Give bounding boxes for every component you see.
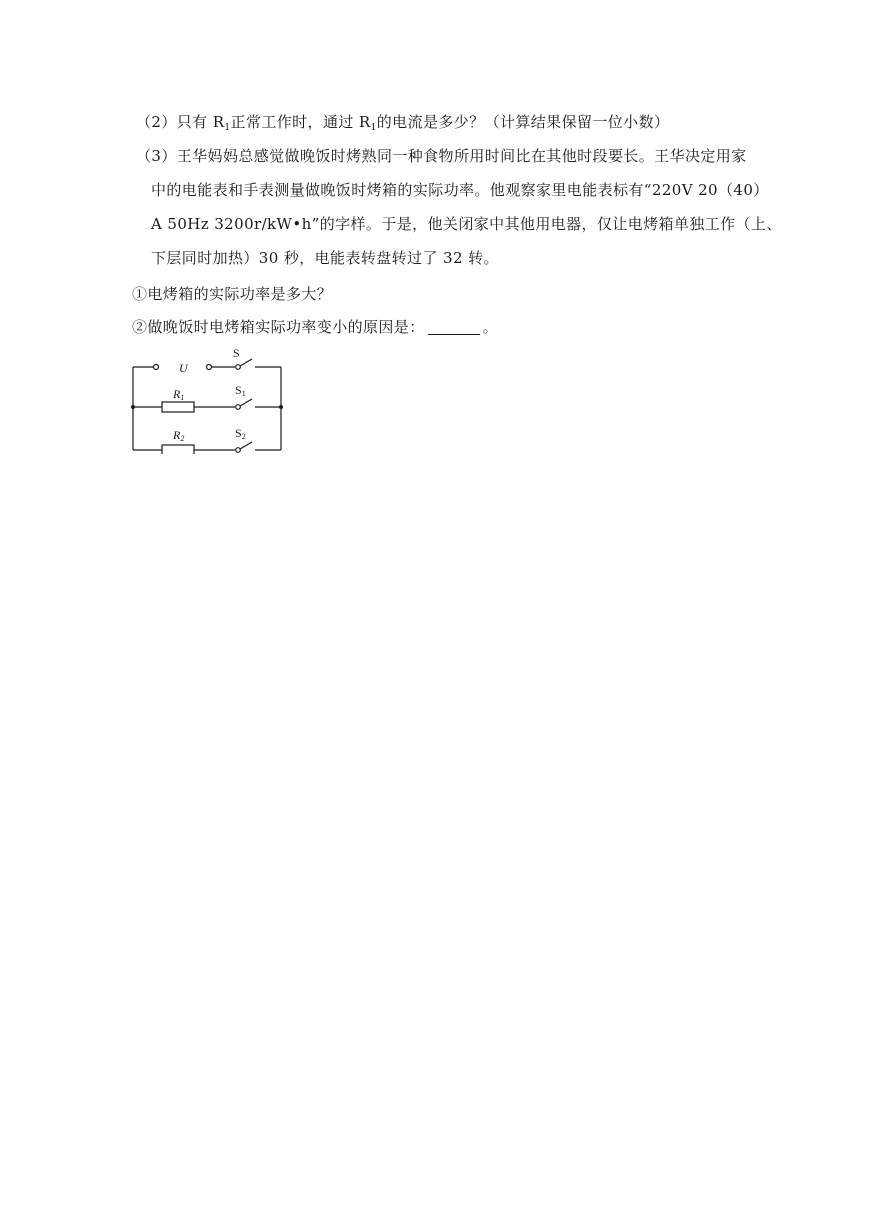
sub-question-2 <box>132 317 498 337</box>
answer-blank[interactable] <box>428 319 480 335</box>
terminal-u-right <box>207 365 212 370</box>
resistor-r1 <box>162 402 194 412</box>
label-s2-sub: 2 <box>241 432 246 441</box>
label-r1-main: R <box>173 387 181 401</box>
label-u: U <box>179 361 188 375</box>
question-3-line-2: 中的电能表和手表测量做晚饭时烤箱的实际功率。他观察家里电能表标有“220V 20（40） <box>151 181 769 199</box>
label-r1-sub: 1 <box>180 393 185 402</box>
question-3-line-4: 下层同时加热）30 秒，电能表转盘转过了 32 转。 <box>151 249 499 267</box>
circuit-diagram <box>128 346 286 454</box>
label-r1 <box>172 387 184 402</box>
label-s1 <box>235 383 246 398</box>
switch-s2-contact <box>236 448 241 453</box>
q2-sub1: 1 <box>224 123 231 133</box>
q2-prefix: （2）只有 R <box>136 113 225 131</box>
q2-sub2: 1 <box>370 123 377 133</box>
q2-mid: 正常工作时，通过 R <box>230 113 371 131</box>
label-s2 <box>235 426 246 441</box>
junction-left <box>131 405 135 409</box>
label-s1-main: S <box>235 383 242 397</box>
label-r2-main: R <box>173 428 181 442</box>
sub-question-2-text: ②做晚饭时电烤箱实际功率变小的原因是： <box>132 318 425 336</box>
junction-right <box>279 405 283 409</box>
label-r2-sub: 2 <box>180 434 185 443</box>
switch-s1-contact <box>236 405 241 410</box>
question-3-line-3: A 50Hz 3200r/kW•h”的字样。于是，他关闭家中其他用电器，仅让电烤箱单独工作（上、 <box>151 215 782 233</box>
label-r2 <box>172 428 184 443</box>
switch-s2-blade <box>240 442 252 449</box>
label-s1-sub: 1 <box>241 389 246 398</box>
question-2 <box>136 112 669 138</box>
switch-s1-blade <box>240 399 252 406</box>
switch-s-blade <box>240 359 252 366</box>
question-3-line-1: （3）王华妈妈总感觉做晚饭时烤熟同一种食物所用时间比在其他时段要长。王华决定用家 <box>136 147 747 165</box>
sub-question-2-end: 。 <box>482 318 499 336</box>
label-s: S <box>233 346 240 360</box>
switch-s-contact <box>236 365 241 370</box>
q2-suffix: 的电流是多少？（计算结果保留一位小数） <box>376 113 670 131</box>
terminal-u-left <box>154 365 159 370</box>
sub-question-1: ①电烤箱的实际功率是多大？ <box>132 285 333 303</box>
label-s2-main: S <box>235 426 242 440</box>
resistor-r2 <box>162 445 194 454</box>
